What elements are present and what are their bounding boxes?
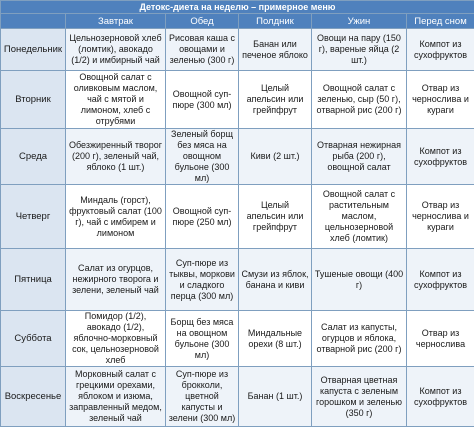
meal-cell: Морковный салат с грецкими орехами, яблоком и изюма, заправленный медом, зеленый чай <box>66 367 166 427</box>
day-cell: Вторник <box>1 71 66 129</box>
table-row <box>1 185 474 249</box>
meal-cell: Целый апельсин или грейпфрут <box>239 185 312 249</box>
meal-cell: Компот из сухофруктов <box>407 129 474 185</box>
meal-cell: Борщ без мяса на овощном бульоне (300 мл) <box>166 311 239 367</box>
table-title: Детокс-диета на неделю – примерное меню <box>1 1 474 14</box>
meal-cell: Отварная цветная капуста с зеленым горошком и зеленью (350 г) <box>312 367 407 427</box>
meal-cell: Овощи на пару (150 г), вареные яйца (2 шт.) <box>312 29 407 71</box>
meal-cell: Компот из сухофруктов <box>407 367 474 427</box>
day-cell: Суббота <box>1 311 66 367</box>
header-before-sleep: Перед сном <box>407 14 474 29</box>
meal-cell: Цельнозерновой хлеб (ломтик), авокадо (1/2) и имбирный чай <box>66 29 166 71</box>
meal-cell: Салат из капусты, огурцов и яблока, отварной рис (200 г) <box>312 311 407 367</box>
table-row <box>1 249 474 311</box>
table-row <box>1 71 474 129</box>
table-row <box>1 311 474 367</box>
meal-cell: Овощной салат с оливковым маслом, чай с мятой и лимоном, хлеб с отрубями <box>66 71 166 129</box>
meal-cell: Миндальные орехи (8 шт.) <box>239 311 312 367</box>
table-row <box>1 367 474 427</box>
meal-cell: Овощной суп-пюре (250 мл) <box>166 185 239 249</box>
meal-cell: Овощной салат с зеленью, сыр (50 г), отварной рис (200 г) <box>312 71 407 129</box>
meal-cell: Миндаль (горст), фруктовый салат (100 г), чай с имбирем и лимоном <box>66 185 166 249</box>
meal-cell: Смузи из яблок, банана и киви <box>239 249 312 311</box>
meal-cell: Салат из огурцов, нежирного творога и зелени, зеленый чай <box>66 249 166 311</box>
meal-cell: Обезжиренный творог (200 г), зеленый чай, яблоко (1 шт.) <box>66 129 166 185</box>
meal-cell: Суп-пюре из брокколи, цветной капусты и зелени (300 мл) <box>166 367 239 427</box>
header-dinner: Ужин <box>312 14 407 29</box>
table-row <box>1 129 474 185</box>
meal-cell: Тушеные овощи (400 г) <box>312 249 407 311</box>
meal-cell: Помидор (1/2), авокадо (1/2), яблочно-морковный сок, цельнозерновой хлеб <box>66 311 166 367</box>
menu-body <box>1 29 474 427</box>
meal-cell: Рисовая каша с овощами и зеленью (300 г) <box>166 29 239 71</box>
meal-cell: Овощной суп-пюре (300 мл) <box>166 71 239 129</box>
header-breakfast: Завтрак <box>66 14 166 29</box>
meal-cell: Суп-пюре из тыквы, моркови и сладкого перца (300 мл) <box>166 249 239 311</box>
meal-cell: Овощной салат с растительным маслом, цельнозерновой хлеб (ломтик) <box>312 185 407 249</box>
day-cell: Четверг <box>1 185 66 249</box>
day-cell: Среда <box>1 129 66 185</box>
meal-cell: Банан (1 шт.) <box>239 367 312 427</box>
meal-cell: Киви (2 шт.) <box>239 129 312 185</box>
day-cell: Понедельник <box>1 29 66 71</box>
meal-cell: Целый апельсин или грейпфрут <box>239 71 312 129</box>
header-lunch: Обед <box>166 14 239 29</box>
meal-cell: Компот из сухофруктов <box>407 249 474 311</box>
meal-cell: Компот из сухофруктов <box>407 29 474 71</box>
table-row <box>1 29 474 71</box>
header-corner <box>1 14 66 29</box>
day-cell: Пятница <box>1 249 66 311</box>
meal-cell: Отварная нежирная рыба (200 г), овощной салат <box>312 129 407 185</box>
day-cell: Воскресенье <box>1 367 66 427</box>
header-row <box>1 14 474 29</box>
meal-cell: Отвар из черносливa и кураги <box>407 71 474 129</box>
meal-cell: Отвар из черносливa и кураги <box>407 185 474 249</box>
meal-cell: Зеленый борщ без мяса на овощном бульоне (300 мл) <box>166 129 239 185</box>
meal-cell: Отвар из черносливa <box>407 311 474 367</box>
header-snack: Полдник <box>239 14 312 29</box>
meal-cell: Банан или печеное яблоко <box>239 29 312 71</box>
